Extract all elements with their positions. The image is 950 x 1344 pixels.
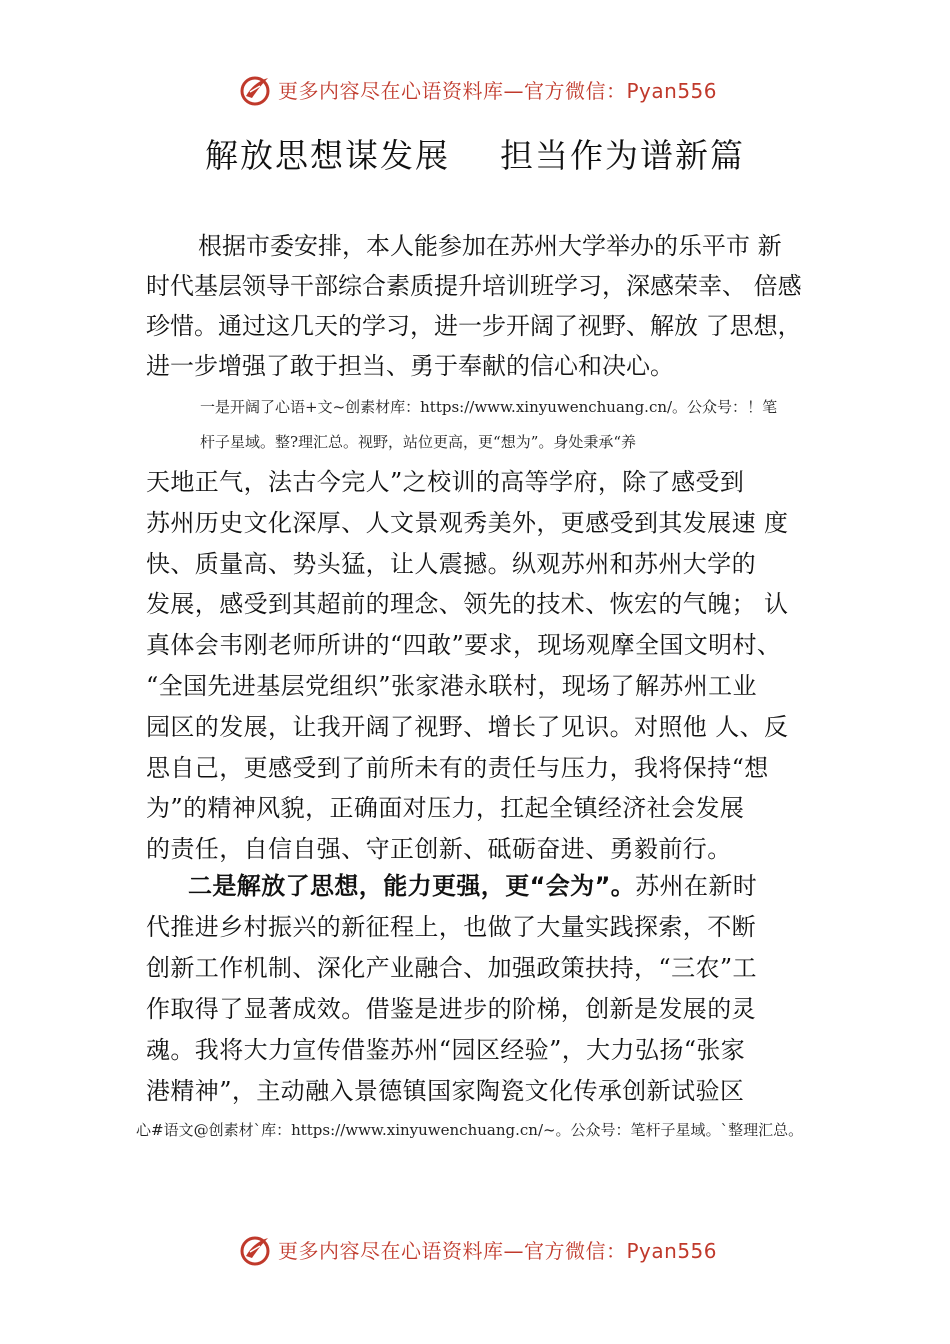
text-line: 苏州历史文化深厚、人文景观秀美外，更感受到其发展速 度 (146, 508, 789, 537)
banner-text: 更多内容尽在心语资料库—官方微信：Pyan556 (278, 1239, 718, 1263)
banner-wechat: Pyan556 (626, 1239, 718, 1263)
text-line: 真体会韦刚老师所讲的“四敢”要求，现场观摩全国文明村、 (146, 631, 782, 660)
paragraph-intro (146, 226, 846, 386)
paragraph-second-point (146, 866, 846, 1112)
text-line: “全国先进基层党组织”张家港永联村，现场了解苏州工业 (146, 671, 757, 700)
footer-note: 心#语文@创素材`库：https://www.xinyuwenchuang.cn/~。公众号：笔杆子星域。`整理汇总。 (136, 1121, 804, 1139)
text-line: 快、质量高、势头猛，让人震撼。纵观苏州和苏州大学的 (146, 549, 756, 578)
text-line: 二是解放了思想，能力更强，更“会为”。苏州在新时 (188, 872, 758, 900)
text-line: 代推进乡村振兴的新征程上，也做了大量实践探索，不断 (146, 913, 756, 941)
text-line: 天地正气，法古今完人”之校训的高等学府，除了感受到 (146, 468, 745, 496)
text-line: 园区的发展，让我开阔了视野、增长了见识。对照他 人、反 (146, 712, 789, 741)
text-line: 根据市委安排，本人能参加在苏州大学举办的乐平市 新 (198, 232, 782, 260)
text-line: 进一步增强了敢于担当、勇于奉献的信心和决心。 (146, 352, 674, 380)
inserted-line: 一是开阔了心语+文~创素材库：https://www.xinyuwenchuang.cn/。公众号：！笔 (200, 398, 778, 416)
text-line: 发展，感受到其超前的理念、领先的技术、恢宏的气魄； 认 (146, 590, 789, 619)
text-line: 为”的精神风貌，正确面对压力，扛起全镇经济社会发展 (146, 794, 745, 823)
brush-logo-icon (238, 72, 274, 108)
banner-text: 更多内容尽在心语资料库—官方微信：Pyan556 (278, 79, 718, 103)
footer-banner (0, 1232, 950, 1272)
text-line: 作取得了显著成效。借鉴是进步的阶梯，创新是发展的灵 (146, 995, 756, 1023)
text-line: 魂。我将大力宣传借鉴苏州“园区经验”，大力弘扬“张家 (146, 1036, 746, 1064)
text-line: 思自己，更感受到了前所未有的责任与压力，我将保持“想 (146, 753, 769, 782)
header-banner (0, 72, 950, 112)
document-title: 解放思想谋发展 担当作为谱新篇 (205, 136, 745, 175)
brush-logo-icon (238, 1232, 274, 1268)
point-heading: 二是解放了思想，能力更强，更“会为”。 (188, 872, 636, 900)
inserted-line: 杆子星域。整?理汇总。视野，站位更高，更“想为”。身处秉承“养 (200, 433, 637, 451)
banner-wechat: Pyan556 (626, 79, 718, 103)
text-line: 的责任，自信自强、守正创新、砥砺奋进、勇毅前行。 (146, 835, 732, 864)
text-line: 珍惜。通过这几天的学习，进一步开阔了视野、解放 了思想， (146, 312, 802, 340)
paragraph-first-point (146, 462, 846, 870)
text-line: 创新工作机制、深化产业融合、加强政策扶持，“三农”工 (146, 954, 757, 982)
text-line: 港精神”，主动融入景德镇国家陶瓷文化传承创新试验区 (146, 1077, 745, 1105)
text-line: 时代基层领导干部综合素质提升培训班学习，深感荣幸、 倍感 (146, 272, 802, 300)
